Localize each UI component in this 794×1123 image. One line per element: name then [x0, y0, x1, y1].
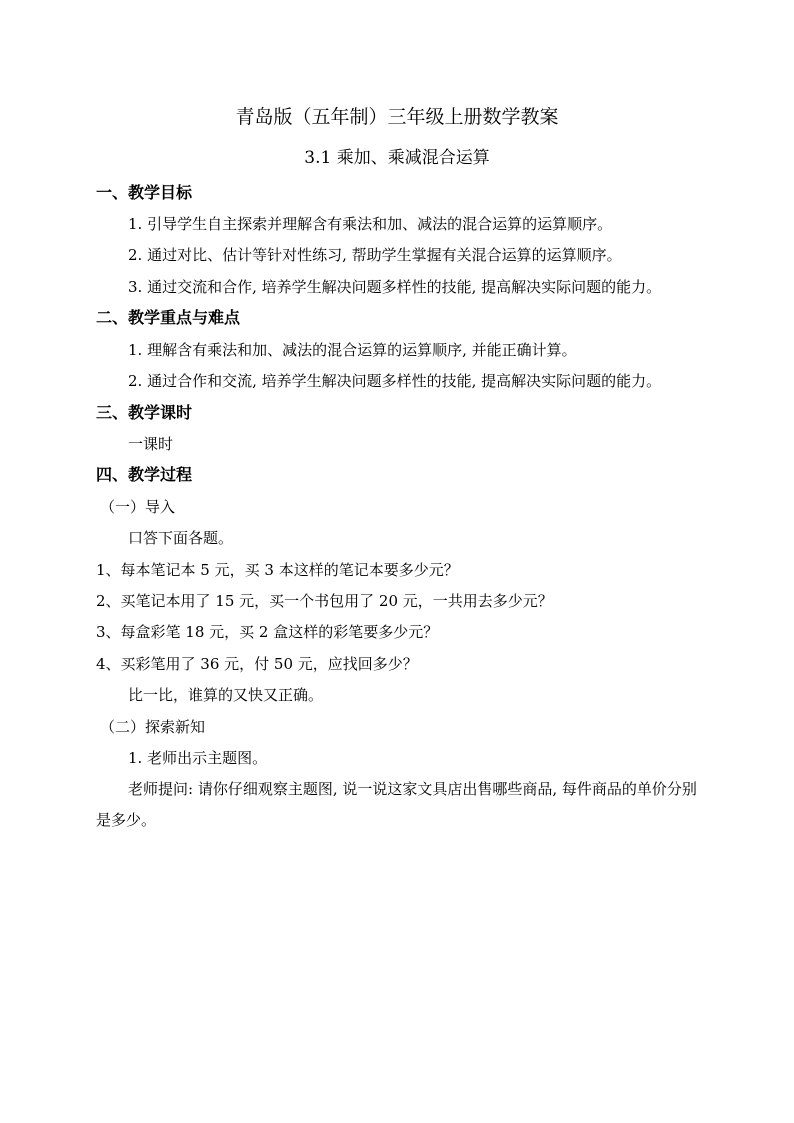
objective-item-3: 3. 通过交流和合作, 培养学生解决问题多样性的技能, 提高解决实际问题的能力。 [128, 278, 662, 296]
section-heading-key-points: 二、教学重点与难点 [96, 308, 241, 327]
intro-closing: 比一比，谁算的又快又正确。 [128, 686, 324, 704]
lesson-title: 3.1 乘加、乘减混合运算 [304, 148, 490, 168]
period-count: 一课时 [128, 435, 174, 453]
objective-item-2: 2. 通过对比、估计等针对性练习, 帮助学生掌握有关混合运算的运算顺序。 [128, 246, 622, 264]
section-heading-periods: 三、教学课时 [96, 403, 193, 422]
intro-instruction: 口答下面各题。 [128, 529, 234, 547]
question-item-2: 2、买笔记本用了 15 元，买一个书包用了 20 元，一共用去多少元？ [96, 592, 553, 610]
teacher-question: 老师提问: 请你仔细观察主题图, 说一说这家文具店出售哪些商品, 每件商品的单价分别是多少。 [96, 780, 697, 829]
subsection-introduction: （一）导入 [100, 498, 176, 516]
key-point-item-2: 2. 通过合作和交流, 培养学生解决问题多样性的技能, 提高解决实际问题的能力。 [128, 372, 662, 390]
question-item-4: 4、买彩笔用了 36 元，付 50 元，应找回多少？ [96, 655, 418, 673]
key-point-item-1: 1. 理解含有乘法和加、减法的混合运算的运算顺序, 并能正确计算。 [128, 341, 577, 359]
section-heading-process: 四、教学过程 [96, 465, 193, 484]
objective-item-1: 1. 引导学生自主探索并理解含有乘法和加、减法的混合运算的运算顺序。 [128, 215, 613, 233]
question-item-3: 3、每盒彩笔 18 元，买 2 盒这样的彩笔要多少元？ [96, 623, 439, 641]
subsection-explore: （二）探索新知 [100, 718, 206, 736]
explore-step-1: 1. 老师出示主题图。 [128, 749, 268, 767]
document-title: 青岛版（五年制）三年级上册数学教案 [235, 106, 559, 128]
section-heading-objectives: 一、教学目标 [96, 183, 193, 202]
question-item-1: 1、每本笔记本 5 元，买 3 本这样的笔记本要多少元？ [96, 561, 459, 579]
